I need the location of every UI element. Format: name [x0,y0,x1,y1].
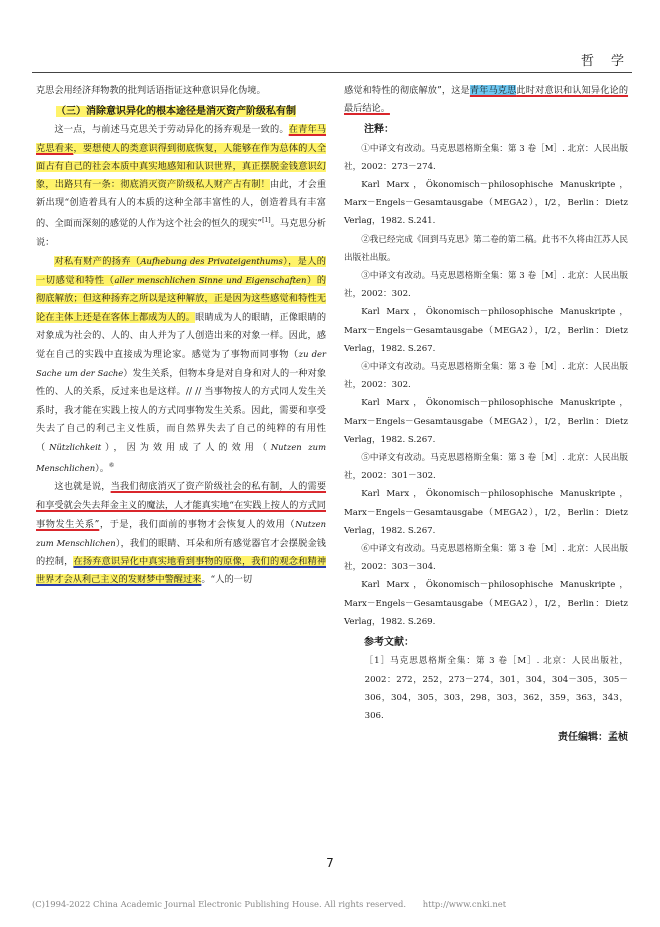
references-list [344,652,628,725]
paragraph-3: 这也就是说，当我们彻底消灭了资产阶级社会的私有制，人的需要和享受就会失去拜金主义的魔法，人才能真实地“在实践上按人的方式同事物发生关系”，于是，我们面前的事物才会恢复人的效用（Nutzen zum Menschlichen），我们的眼睛、耳朵和所有感觉器官才会摆脱金钱的控制，在扬弃意识异化中真实地看到事物的原像，我们的观念和精神世界才会从利己主义的发财梦中警醒过来。“人的一切 [36,481,327,586]
paragraph-conclusion: 感觉和特性的彻底解放”，这是青年马克思此时对意识和认知异化论的最后结论。 [344,85,629,115]
underlined-private-ownership: 当我们彻底消灭了资产阶级社会的私有制，人的需要和享受就会失去拜金主义的魔法，人才能真实地“在实践上按人的方式同事物发生关系” [36,481,327,530]
copyright-footer: (C)1994-2022 China Academic Journal Electronic Publishing House. All rights reserved. http://www.cnki.net [32,899,507,909]
paragraph-continuation: 克思会用经济拜物教的批判话语指证这种意识异化伪境。 [36,85,266,96]
note-item-source: Karl Marx，Ökonomisch－philosophische Manuskripte，Marx－Engels－Gesamtausgabe（MEGA2），I/2，Berlin：Dietz Verlag，1982. S.267. [344,489,628,536]
highlight-young-marx: 在青年马克思看来 [36,124,327,154]
note-item: ⑤中译文有改动。马克思恩格斯全集：第 3 卷［M］. 北京：人民出版社，2002：301－302. [344,453,628,482]
paragraph-2: 这一点，与前述马克思关于劳动异化的扬弃观是一致的。在青年马克思看来，要想使人的类意识得到彻底恢复，人能够在作为总体的人全面占有自己的社会本质中真实地感知和认识世界，真正摆脱金钱意识幻象，出路只有一条：彻底消灭资产阶级私人财产占有制！由此，才会重新出现“创造着具有人的本质的这种全部丰富性的人，创造着具有丰富的、全面而深刻的感觉的人作为这个社会的恒久的现实”[1]。马克思分析说： [36,124,327,248]
note-item-source: Karl Marx，Ökonomisch－philosophische Manuskripte，Marx－Engels－Gesamtausgabe（MEGA2），I/2，Berlin：Dietz Verlag，1982. S.267. [344,307,628,354]
left-column [36,82,326,590]
note-item: ②我已经完成《回到马克思》第二卷的第二稿。此书不久将由江苏人民出版社出版。 [344,234,628,263]
note-item: ④中译文有改动。马克思恩格斯全集：第 3 卷［M］. 北京：人民出版社，2002：302. [344,362,628,391]
journal-section-title: 哲 学 [580,54,626,69]
responsible-editor: 责任编辑：孟桢 [558,732,628,744]
right-column [344,82,628,747]
note-ref: ⑥ [108,462,115,470]
block-quote: 对私有财产的扬弃（Aufhebung des Privateigenthums），是人的一切感觉和特性（aller menschlichen Sinne und Eigenschaften）的彻底解放；但这种扬弃之所以是这种解放，正是因为这些感觉和特性无论在主体上还是在客体上都成为人的。眼睛成为人的眼睛，正像眼睛的对象成为社会的、人的、由人并为了人创造出来的对象一样。因此，感觉在自己的实践中直接成为理论家。感觉为了事物而同事物（zu der Sache um der Sache）发生关系，但物本身是对自身和对人的一种对象性的、人的关系，反过来也是这样。// // 当事物按人的方式同人发生关系时，我才能在实践上按人的方式同事物发生关系。因此，需要和享受失去了自己的利己主义性质，而自然界失去了自己的纯粹的有用性（Nützlichkeit），因为效用成了人的效用（Nutzen zum Menschlichen）。⑥ [36,255,327,475]
note-item-source: Karl Marx，Ökonomisch－philosophische Manuskripte，Marx－Engels－Gesamtausgabe（MEGA2），I/2，Berlin：Dietz Verlag，1982. S.267. [344,398,628,445]
note-item-source: Karl Marx，Ökonomisch－philosophische Manuskripte，Marx－Engels－Gesamtausgabe（MEGA2），I/2，Berlin：Dietz Verlag，1982. S.269. [344,580,628,627]
page-number: 7 [326,856,334,870]
note-item: ③中译文有改动。马克思恩格斯全集：第 3 卷［M］. 北京：人民出版社，2002：302. [344,271,628,300]
note-item-source: Karl Marx，Ökonomisch－philosophische Manuskripte，Marx－Engels－Gesamtausgabe（MEGA2），I/2，Berlin：Dietz Verlag，1982. S.241. [344,180,628,227]
reference-item: ［1］马克思恩格斯全集：第 3 卷［M］. 北京：人民出版社，2002：272，252，273－274，301，304，304－305，305－306，304，305，303，298，303，362，359，363，343，306. [364,656,628,721]
highlight-young-marx-blue: 青年马克思 [469,85,517,96]
references-heading: 参考文献： [364,637,414,649]
note-item: ①中译文有改动。马克思恩格斯全集：第 3 卷［M］. 北京：人民出版社，2002：273－274. [344,143,628,172]
citation-ref: [1] [262,217,271,225]
notes-heading: 注释： [364,124,394,136]
running-header [32,50,632,73]
highlight-way-out: ，要想使人的类意识得到彻底恢复，人能够在作为总体的人全面占有自己的社会本质中真实地感知和认识世界，真正摆脱金钱意识幻象，出路只有一条：彻底消灭资产阶级私人财产占有制！ [36,142,327,191]
notes-list [344,140,628,631]
highlight-awakening: 在扬弃意识异化中真实地看到事物的原像，我们的观念和精神世界才会从利己主义的发财梦中警醒过来 [36,556,327,586]
section-heading: （三）消除意识异化的根本途径是消灭资产阶级私有制 [56,106,296,118]
note-item: ⑥中译文有改动。马克思恩格斯全集：第 3 卷［M］. 北京：人民出版社，2002：303－304. [344,544,628,573]
